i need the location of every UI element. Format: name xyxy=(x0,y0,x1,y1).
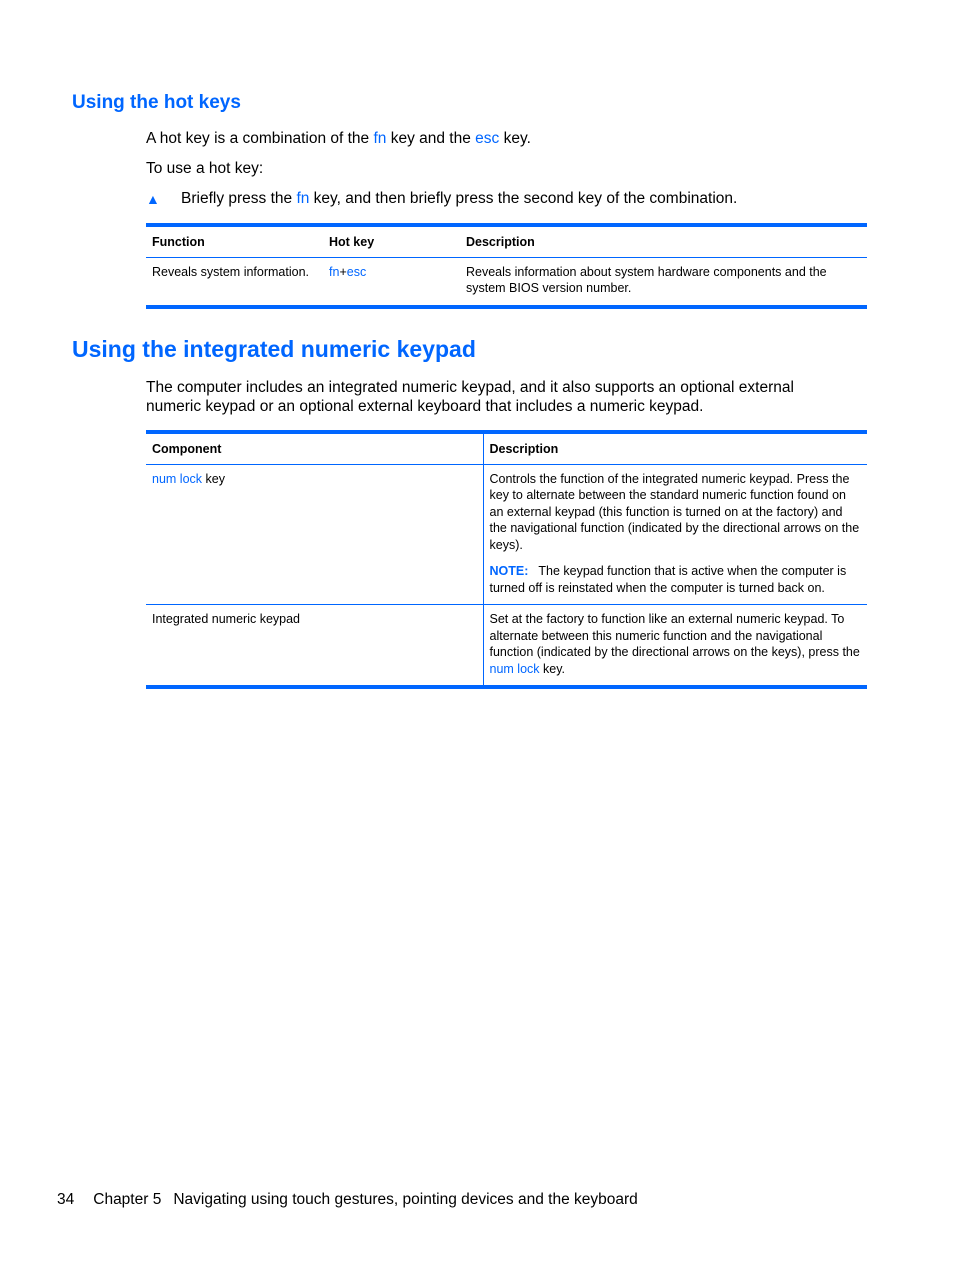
table-header-row xyxy=(146,225,867,257)
note-text: The keypad function that is active when the computer is turned off is reinstated when the computer is turned back on. xyxy=(489,564,847,595)
intro-text: A hot key is a combination of the xyxy=(146,130,374,147)
step-text-part: Briefly press the xyxy=(181,190,297,207)
description-text: key. xyxy=(539,661,566,676)
description-text: Set at the factory to function like an external numeric keypad. To alternate between this numeric function and the navigational function (indicated by the directional arrows on the keys), press the xyxy=(489,612,860,659)
section-heading-hot-keys: Using the hot keys xyxy=(72,92,241,113)
section-heading-numeric-keypad: Using the integrated numeric keypad xyxy=(72,336,476,362)
intro-text: key and the xyxy=(386,130,476,147)
function-cell: Reveals system information. xyxy=(146,257,323,307)
description-cell: Reveals information about system hardware components and the system BIOS version number. xyxy=(460,257,867,307)
column-header-hot-key: Hot key xyxy=(323,225,460,257)
description-cell xyxy=(483,464,867,605)
description-cell xyxy=(483,605,867,688)
key-fn: fn xyxy=(296,190,310,207)
intro-text: key. xyxy=(499,130,531,147)
component-cell: Integrated numeric keypad xyxy=(146,605,483,688)
hot-key-cell xyxy=(323,257,460,307)
component-text: key xyxy=(202,471,225,486)
hot-keys-table xyxy=(146,223,867,309)
triangle-bullet-icon: ▲ xyxy=(146,191,160,207)
table-row xyxy=(146,464,867,605)
key-esc: esc xyxy=(475,130,500,147)
column-header-description: Description xyxy=(460,225,867,257)
chapter-label: Chapter 5 xyxy=(93,1191,162,1208)
keypad-table xyxy=(146,430,867,689)
key-num-lock: num lock xyxy=(489,661,540,676)
table-row xyxy=(146,257,867,307)
hot-keys-intro xyxy=(146,129,846,148)
step-text-part: key, and then briefly press the second key of the combination. xyxy=(309,190,738,207)
key-num-lock: num lock xyxy=(152,471,203,486)
page-footer xyxy=(57,1191,638,1209)
note-label: NOTE: xyxy=(489,564,529,578)
table-row xyxy=(146,605,867,688)
key-fn: fn xyxy=(329,264,340,279)
key-esc: esc xyxy=(346,264,367,279)
step-text xyxy=(181,189,737,208)
page-number: 34 xyxy=(57,1191,75,1208)
key-fn: fn xyxy=(373,130,387,147)
column-header-description: Description xyxy=(483,432,867,464)
description-text: Controls the function of the integrated numeric keypad. Press the key to alternate between the standard numeric function found on an external keypad (this function is turned on at the factory) and the navigational function (indicated by the directional arrows on the keys). xyxy=(489,471,860,552)
column-header-function: Function xyxy=(146,225,323,257)
keypad-intro: The computer includes an integrated numeric keypad, and it also supports an optional external numeric keypad or an optional external keyboard that includes a numeric keypad. xyxy=(146,379,794,415)
plus-sign: + xyxy=(339,264,347,279)
note xyxy=(490,563,862,596)
table-header-row xyxy=(146,432,867,464)
component-cell xyxy=(146,464,483,605)
column-header-component: Component xyxy=(146,432,483,464)
chapter-title: Navigating using touch gestures, pointing devices and the keyboard xyxy=(173,1191,638,1208)
to-use-hot-key: To use a hot key: xyxy=(146,160,264,177)
